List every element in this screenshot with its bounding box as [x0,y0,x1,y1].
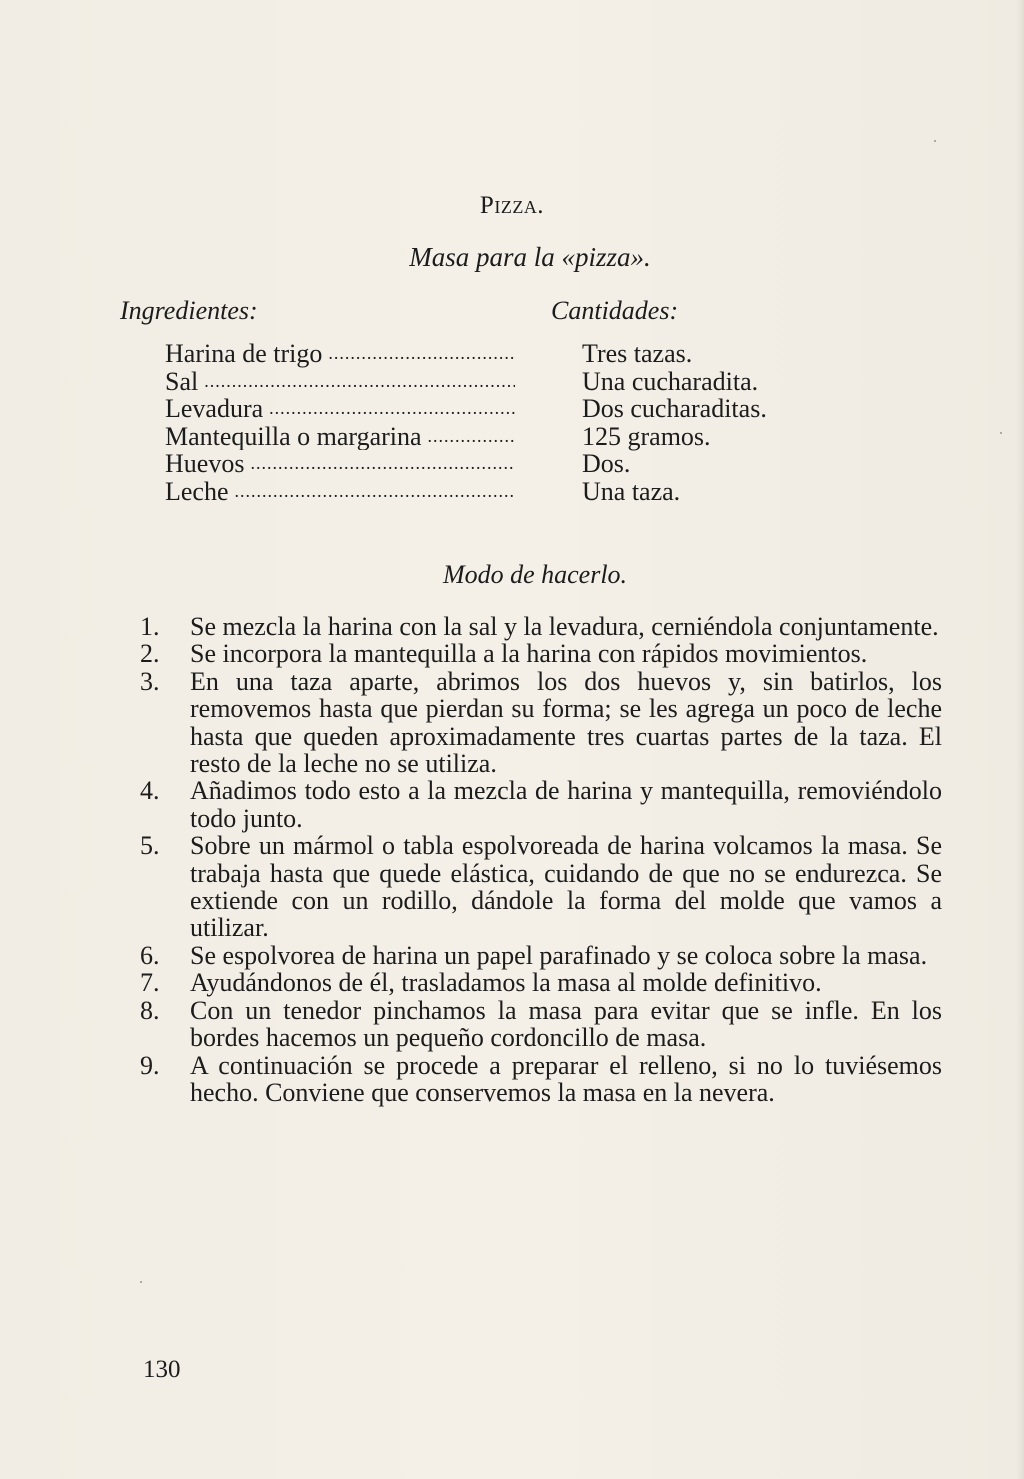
ingredient-row [165,450,805,478]
step-number: 2. [140,639,160,669]
method-step [140,668,942,778]
paper-speck [140,1281,142,1283]
ingredient-name: Mantequilla o margarina [165,422,422,450]
title-initial: P [479,192,495,219]
step-number: 8. [140,995,160,1025]
ingredient-name: Levadura [165,395,264,423]
step-text: Añadimos todo esto a la mezcla de harina y mantequilla, removiéndolo todo junto. [190,776,942,833]
ingredient-row [165,368,805,396]
leader-dots [204,368,515,396]
leader-dots [428,423,515,451]
ingredient-row [165,340,805,368]
step-number: 5. [140,831,160,861]
method-step [140,777,942,832]
method-heading: Modo de hacerlo. [442,560,628,589]
ingredients-heading: Ingredientes: [120,296,258,325]
step-text: A continuación se procede a preparar el relleno, si no lo tuviésemos hecho. Conviene que conservemos la masa en la nevera. [190,1050,942,1107]
leader-dots [235,478,515,506]
method-step [140,613,942,640]
ingredient-name: Harina de trigo [165,340,323,368]
ingredient-row [165,478,805,506]
quantities-heading: Cantidades: [551,296,679,325]
title-rest: izza. [494,192,545,219]
page-number: 130 [143,1356,181,1383]
paper-speck [934,140,936,142]
method-step [140,969,942,996]
leader-dots [328,340,515,368]
recipe-subtitle: Masa para la «pizza». [409,242,651,272]
ingredient-quantity: 125 gramos. [582,421,711,451]
step-number: 1. [140,612,160,641]
ingredient-name: Leche [165,477,229,505]
recipe-title [0,192,1024,220]
step-text: Se incorpora la mantequilla a la harina con rápidos movimientos. [190,639,868,669]
ingredient-quantity: Una cucharadita. [582,366,759,396]
step-text: Se espolvorea de harina un papel parafinado y se coloca sobre la masa. [190,940,928,970]
leader-dots [250,450,515,478]
ingredient-quantity: Dos. [582,449,631,478]
step-text: En una taza aparte, abrimos los dos huevos y, sin batirlos, los removemos hasta que pierdan su forma; se les agrega un poco de leche hasta que queden aproximadamente tres cuartas partes de la taza. El resto de la leche no se utiliza. [190,666,942,779]
ingredient-name: Sal [165,367,199,395]
method-step [140,1052,942,1107]
step-text: Se mezcla la harina con la sal y la levadura, cerniéndola conjuntamente. [190,612,939,641]
ingredient-name: Huevos [165,450,245,478]
step-number: 3. [140,666,160,696]
step-number: 6. [140,940,160,970]
ingredient-row [165,423,805,451]
page-edge-shadow [1016,0,1024,1479]
method-steps-list [140,613,942,1106]
step-number: 4. [140,776,160,806]
paper-speck [1000,432,1002,434]
step-text: Sobre un mármol o tabla espolvoreada de harina volcamos la masa. Se trabaja hasta que quede elástica, cuidando de que no se endurezca. Se extiende con un rodillo, dándole la forma del molde que vamos a utilizar. [190,831,942,943]
method-step [140,942,942,969]
leader-dots [269,395,515,423]
ingredient-quantity: Dos cucharaditas. [582,394,767,423]
step-text: Ayudándonos de él, trasladamos la masa al molde definitivo. [190,968,822,998]
ingredient-row [165,395,805,423]
step-text: Con un tenedor pinchamos la masa para evitar que se infle. En los bordes hacemos un pequeño cordoncillo de masa. [190,995,942,1053]
method-step [140,640,942,667]
method-step [140,997,942,1052]
step-number: 9. [140,1050,160,1080]
ingredients-table [165,340,805,505]
ingredient-quantity: Una taza. [582,476,681,506]
step-number: 7. [140,968,160,998]
method-step [140,832,942,942]
ingredient-quantity: Tres tazas. [582,339,693,368]
